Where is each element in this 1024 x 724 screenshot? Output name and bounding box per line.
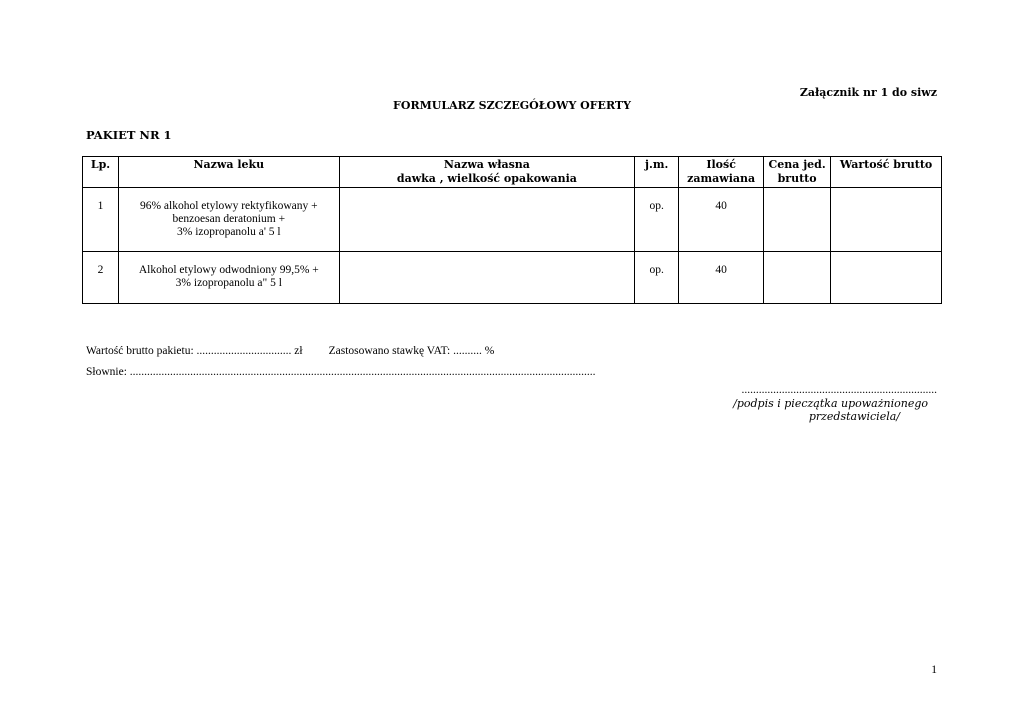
- cell-drug-name-line1: Alkohol etylowy odwodniony 99,5% +: [138, 264, 319, 276]
- col-header-quantity-line2: zamawiana: [687, 172, 756, 185]
- amount-in-words-field[interactable]: Słownie: ..................................................................................................................................................................: [86, 366, 596, 378]
- col-header-unit-price-line2: brutto: [777, 172, 817, 185]
- cell-lp: 2: [83, 252, 119, 304]
- cell-unit: op.: [635, 252, 679, 304]
- page-number: 1: [931, 664, 937, 676]
- cell-quantity: 40: [679, 252, 764, 304]
- col-header-own-name: [339, 157, 635, 188]
- cell-unit-price[interactable]: [764, 188, 831, 252]
- table-row: [83, 252, 942, 304]
- col-header-unit-price-line1: Cena jed.: [768, 158, 826, 171]
- col-header-drug-name: Nazwa leku: [118, 157, 339, 188]
- col-header-unit: j.m.: [635, 157, 679, 188]
- signature-line: ....................................................................: [741, 384, 937, 396]
- cell-quantity: 40: [679, 188, 764, 252]
- cell-own-name[interactable]: [339, 252, 635, 304]
- cell-drug-name-line2: benzoesan deratonium +: [172, 213, 286, 225]
- col-header-unit-price: [764, 157, 831, 188]
- cell-drug-name: [118, 188, 339, 252]
- cell-drug-name: [118, 252, 339, 304]
- offer-table: [82, 156, 942, 304]
- cell-drug-name-line2: 3% izopropanolu a" 5 l: [175, 277, 282, 289]
- table-row: [83, 188, 942, 252]
- annex-label: Załącznik nr 1 do siwz: [799, 86, 937, 99]
- package-heading: PAKIET NR 1: [86, 128, 172, 142]
- signature-caption-line1: /podpis i pieczątka upoważnionego: [733, 397, 928, 410]
- cell-own-name[interactable]: [339, 188, 635, 252]
- col-header-own-name-line1: Nazwa własna: [443, 158, 530, 171]
- cell-unit-price[interactable]: [764, 252, 831, 304]
- cell-gross-value[interactable]: [831, 188, 942, 252]
- summary-line: [86, 345, 494, 357]
- table-header-row: [83, 157, 942, 188]
- signature-caption-line2: przedstawiciela/: [808, 410, 900, 423]
- cell-drug-name-line1: 96% alkohol etylowy rektyfikowany +: [139, 200, 318, 212]
- cell-gross-value[interactable]: [831, 252, 942, 304]
- vat-rate-field[interactable]: Zastosowano stawkę VAT: .......... %: [328, 345, 495, 357]
- col-header-quantity-line1: Ilość: [706, 158, 736, 171]
- col-header-quantity: [679, 157, 764, 188]
- cell-drug-name-line3: 3% izopropanolu a' 5 l: [176, 226, 281, 238]
- col-header-own-name-line2: dawka , wielkość opakowania: [396, 172, 577, 185]
- cell-unit: op.: [635, 188, 679, 252]
- signature-caption: [700, 397, 928, 423]
- cell-lp: 1: [83, 188, 119, 252]
- form-title: FORMULARZ SZCZEGÓŁOWY OFERTY: [393, 99, 631, 112]
- col-header-gross-value: Wartość brutto: [831, 157, 942, 188]
- gross-value-field[interactable]: Wartość brutto pakietu: ................................. zł: [86, 345, 303, 357]
- col-header-lp: Lp.: [83, 157, 119, 188]
